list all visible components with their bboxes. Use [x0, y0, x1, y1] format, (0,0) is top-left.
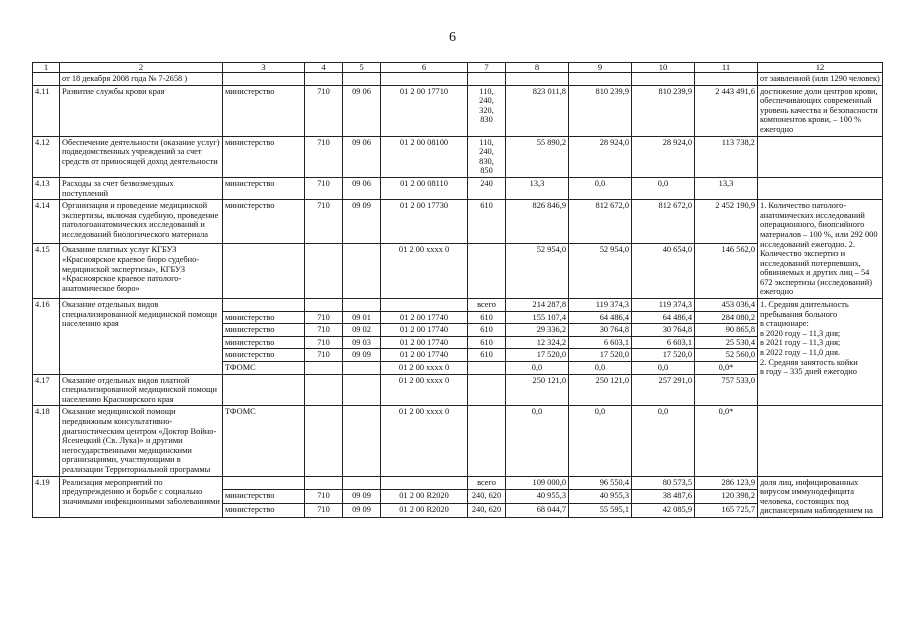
- col-num: 7: [468, 63, 506, 73]
- code-rzpr: 09 06: [343, 85, 381, 136]
- code-csr: 01 2 00 R2020: [381, 490, 468, 504]
- code-grbs: 710: [305, 336, 343, 349]
- value-2021: 119 374,3: [569, 299, 632, 312]
- grbs: министерство: [223, 311, 305, 324]
- grbs: министерство: [223, 490, 305, 504]
- row-number: 4.16: [33, 299, 60, 375]
- code-rzpr: 09 06: [343, 136, 381, 177]
- row-number: 4.15: [33, 244, 60, 299]
- activity-name: Оказание платных услуг КГБУЗ «Красноярское краевое бюро судебно-медицинской экспертизы», КГБУЗ «Красноярское краевое патолого-анатомическое бюро»: [60, 244, 223, 299]
- total-label: всего: [468, 299, 506, 312]
- code-grbs: 710: [305, 349, 343, 362]
- value-2020: 214 287,8: [506, 299, 569, 312]
- col-num: 1: [33, 63, 60, 73]
- code-csr: 01 2 00 R2020: [381, 504, 468, 518]
- value-2021: 96 550,4: [569, 476, 632, 490]
- value-2021: 28 924,0: [569, 136, 632, 177]
- activity-name: Расходы за счет безвозмездных поступлений: [60, 177, 223, 199]
- code-csr: 01 2 00 xxxx 0: [381, 362, 468, 375]
- grbs: ТФОМС: [223, 406, 305, 476]
- code-grbs: 710: [305, 136, 343, 177]
- value-2022: 80 573,5: [632, 476, 695, 490]
- grbs: министерство: [223, 336, 305, 349]
- col-num: 9: [569, 63, 632, 73]
- value-2021: 810 239,9: [569, 85, 632, 136]
- col-num: 5: [343, 63, 381, 73]
- value-2020: 40 955,3: [506, 490, 569, 504]
- grbs: министерство: [223, 136, 305, 177]
- cont-text: от 18 декабря 2008 года № 7-2658 ): [60, 73, 223, 86]
- activity-name: Реализация мероприятий по предупреждению и борьбе с социально значимыми инфекционными заболеваниями: [60, 476, 223, 517]
- activity-name: Обеспечение деятельности (оказание услуг) подведомственных учреждений за счет средств от приносящей доход деятельности: [60, 136, 223, 177]
- value-2021: 250 121,0: [569, 374, 632, 406]
- code-rzpr: 09 02: [343, 324, 381, 337]
- row-number: 4.13: [33, 177, 60, 199]
- grbs: ТФОМС: [223, 362, 305, 375]
- value-2020: 17 520,0: [506, 349, 569, 362]
- grbs: министерство: [223, 85, 305, 136]
- grbs: министерство: [223, 349, 305, 362]
- code-csr: 01 2 00 xxxx 0: [381, 406, 468, 476]
- value-total: 25 530,4: [695, 336, 758, 349]
- value-2022: 812 672,0: [632, 200, 695, 244]
- expected-result: 1. Количество патолого-анатомических исследований операционного, биопсийного материалов – 100 %, или 292 000 исследований ежегодно. 2. Количество экспертиз и исследований потерпевших, обвиняемых и других лиц – 54 672 экспертизы (исследований) ежегодно: [758, 200, 883, 299]
- code-csr: 01 2 00 17740: [381, 336, 468, 349]
- value-2020: 29 336,2: [506, 324, 569, 337]
- code-vr: 610: [468, 324, 506, 337]
- row-number: 4.14: [33, 200, 60, 244]
- value-total: 757 533,0: [695, 374, 758, 406]
- code-rzpr: 09 09: [343, 504, 381, 518]
- value-total: 0,0*: [695, 406, 758, 476]
- code-csr: 01 2 00 xxxx 0: [381, 374, 468, 406]
- expected-result: достижение доли центров крови, обеспечивающих современный уровень качества и безопасности компонентов крови, – 100 % ежегодно: [758, 85, 883, 136]
- value-2021: 55 595,1: [569, 504, 632, 518]
- expected-result: [758, 177, 883, 199]
- value-2020: 826 846,9: [506, 200, 569, 244]
- code-vr: 610: [468, 200, 506, 244]
- activity-name: Организация и проведение медицинской экспертизы, включая судебную, проведение патологоанатомических исследований и исследований биологического материала: [60, 200, 223, 244]
- value-2022: 0,0: [632, 177, 695, 199]
- value-2022: 6 603,1: [632, 336, 695, 349]
- col-num: 3: [223, 63, 305, 73]
- value-2021: 6 603,1: [569, 336, 632, 349]
- code-grbs: 710: [305, 490, 343, 504]
- code-csr: 01 2 00 08110: [381, 177, 468, 199]
- value-total: 0,0*: [695, 362, 758, 375]
- row-number: 4.18: [33, 406, 60, 476]
- value-2022: 257 291,0: [632, 374, 695, 406]
- value-2022: 17 520,0: [632, 349, 695, 362]
- value-total: 2 443 491,6: [695, 85, 758, 136]
- code-rzpr: 09 09: [343, 349, 381, 362]
- code-vr: 610: [468, 336, 506, 349]
- code-grbs: 710: [305, 177, 343, 199]
- code-rzpr: [343, 362, 381, 375]
- code-grbs: 710: [305, 504, 343, 518]
- value-2020: 68 044,7: [506, 504, 569, 518]
- value-2020: 0,0: [506, 362, 569, 375]
- code-vr: 110, 240, 830, 850: [468, 136, 506, 177]
- expected-result: [758, 136, 883, 177]
- code-csr: 01 2 00 08100: [381, 136, 468, 177]
- value-2020: 13,3: [506, 177, 569, 199]
- col-num: 6: [381, 63, 468, 73]
- expected-result: доля лиц, инфицированных вирусом иммунодефицита человека, состоящих под диспансерным наблюдением на: [758, 476, 883, 517]
- table-row-4-17: [33, 374, 883, 406]
- activity-name: Оказание отдельных видов специализированной медицинской помощи населению края: [60, 299, 223, 375]
- column-number-row: [33, 63, 883, 73]
- value-2022: 40 654,0: [632, 244, 695, 299]
- code-vr: 610: [468, 349, 506, 362]
- code-rzpr: 09 01: [343, 311, 381, 324]
- grbs: министерство: [223, 504, 305, 518]
- value-total: 146 562,0: [695, 244, 758, 299]
- value-total: 120 398,2: [695, 490, 758, 504]
- value-2020: 155 107,4: [506, 311, 569, 324]
- page-number: 6: [449, 30, 456, 45]
- code-rzpr: 09 09: [343, 200, 381, 244]
- value-total: 2 452 190,9: [695, 200, 758, 244]
- row-number: 4.17: [33, 374, 60, 406]
- code-rzpr: 09 09: [343, 490, 381, 504]
- code-csr: 01 2 00 xxxx 0: [381, 244, 468, 299]
- value-total: 284 080,2: [695, 311, 758, 324]
- value-2022: 64 486,4: [632, 311, 695, 324]
- expected-result: [758, 406, 883, 476]
- grbs: министерство: [223, 200, 305, 244]
- value-2020: 12 324,2: [506, 336, 569, 349]
- value-2021: 64 486,4: [569, 311, 632, 324]
- value-2020: 0,0: [506, 406, 569, 476]
- value-2022: 810 239,9: [632, 85, 695, 136]
- value-total: 113 738,2: [695, 136, 758, 177]
- value-2020: 823 011,8: [506, 85, 569, 136]
- row-number: 4.19: [33, 476, 60, 517]
- table-row-4-15: [33, 244, 883, 299]
- code-vr: 610: [468, 311, 506, 324]
- code-grbs: 710: [305, 311, 343, 324]
- cont-result: от заявленной (или 1290 человек): [758, 73, 883, 86]
- code-rzpr: 09 03: [343, 336, 381, 349]
- value-2022: 119 374,3: [632, 299, 695, 312]
- value-total: 13,3: [695, 177, 758, 199]
- value-total: 453 036,4: [695, 299, 758, 312]
- col-num: 4: [305, 63, 343, 73]
- code-grbs: [305, 362, 343, 375]
- value-2021: 0,0: [569, 406, 632, 476]
- col-num: 2: [60, 63, 223, 73]
- value-2021: 0,0: [569, 362, 632, 375]
- value-2022: 30 764,8: [632, 324, 695, 337]
- activity-name: Развитие службы крови края: [60, 85, 223, 136]
- value-total: 165 725,7: [695, 504, 758, 518]
- value-2022: 38 487,6: [632, 490, 695, 504]
- table-row-4-14: [33, 200, 883, 244]
- code-csr: 01 2 00 17730: [381, 200, 468, 244]
- value-total: 90 865,8: [695, 324, 758, 337]
- value-2020: 52 954,0: [506, 244, 569, 299]
- col-num: 8: [506, 63, 569, 73]
- code-vr: 240: [468, 177, 506, 199]
- value-total: 286 123,9: [695, 476, 758, 490]
- value-2020: 55 890,2: [506, 136, 569, 177]
- code-grbs: 710: [305, 85, 343, 136]
- table-row-4-19: [33, 476, 883, 490]
- value-2020: 109 000,0: [506, 476, 569, 490]
- value-2022: 0,0: [632, 406, 695, 476]
- table-row-4-16: [33, 299, 883, 312]
- code-rzpr: 09 06: [343, 177, 381, 199]
- table-row-4-11: [33, 85, 883, 136]
- continuation-row: [33, 73, 883, 86]
- value-total: 52 560,0: [695, 349, 758, 362]
- total-label: всего: [468, 476, 506, 490]
- code-csr: 01 2 00 17740: [381, 311, 468, 324]
- activity-name: Оказание отдельных видов платной специализированной медицинской помощи населению Красноярского края: [60, 374, 223, 406]
- row-number: 4.12: [33, 136, 60, 177]
- value-2021: 17 520,0: [569, 349, 632, 362]
- value-2021: 0,0: [569, 177, 632, 199]
- value-2021: 40 955,3: [569, 490, 632, 504]
- value-2021: 812 672,0: [569, 200, 632, 244]
- col-num: 11: [695, 63, 758, 73]
- value-2022: 42 085,9: [632, 504, 695, 518]
- code-grbs: 710: [305, 200, 343, 244]
- code-csr: 01 2 00 17710: [381, 85, 468, 136]
- value-2022: 0,0: [632, 362, 695, 375]
- table-row-4-13: [33, 177, 883, 199]
- code-csr: 01 2 00 17740: [381, 324, 468, 337]
- grbs: министерство: [223, 177, 305, 199]
- col-num: 10: [632, 63, 695, 73]
- value-2022: 28 924,0: [632, 136, 695, 177]
- col-num: 12: [758, 63, 883, 73]
- value-2021: 52 954,0: [569, 244, 632, 299]
- value-2021: 30 764,8: [569, 324, 632, 337]
- code-vr: 110, 240, 320, 830: [468, 85, 506, 136]
- code-csr: 01 2 00 17740: [381, 349, 468, 362]
- code-grbs: 710: [305, 324, 343, 337]
- code-vr: [468, 362, 506, 375]
- expected-result: 1. Средняя длительность пребывания больного в стационаре: в 2020 году – 11,3 дня; в 2021 году – 11,3 дня; в 2022 году – 11,0 дня. 2. Средняя занятость койки в году – 335 дней ежегодно: [758, 299, 883, 406]
- grbs: министерство: [223, 324, 305, 337]
- code-vr: 240, 620: [468, 490, 506, 504]
- row-number: 4.11: [33, 85, 60, 136]
- activity-name: Оказание медицинской помощи передвижным консультативно-диагностическим центром «Доктор Войно-Ясенецкий (Св. Лука)» и другими негосударственными медицинскими организациями, участвующими в реализации Территориальной программы: [60, 406, 223, 476]
- program-activities-table: [32, 62, 883, 518]
- table-row-4-12: [33, 136, 883, 177]
- value-2020: 250 121,0: [506, 374, 569, 406]
- code-vr: 240, 620: [468, 504, 506, 518]
- table-row-4-18: [33, 406, 883, 476]
